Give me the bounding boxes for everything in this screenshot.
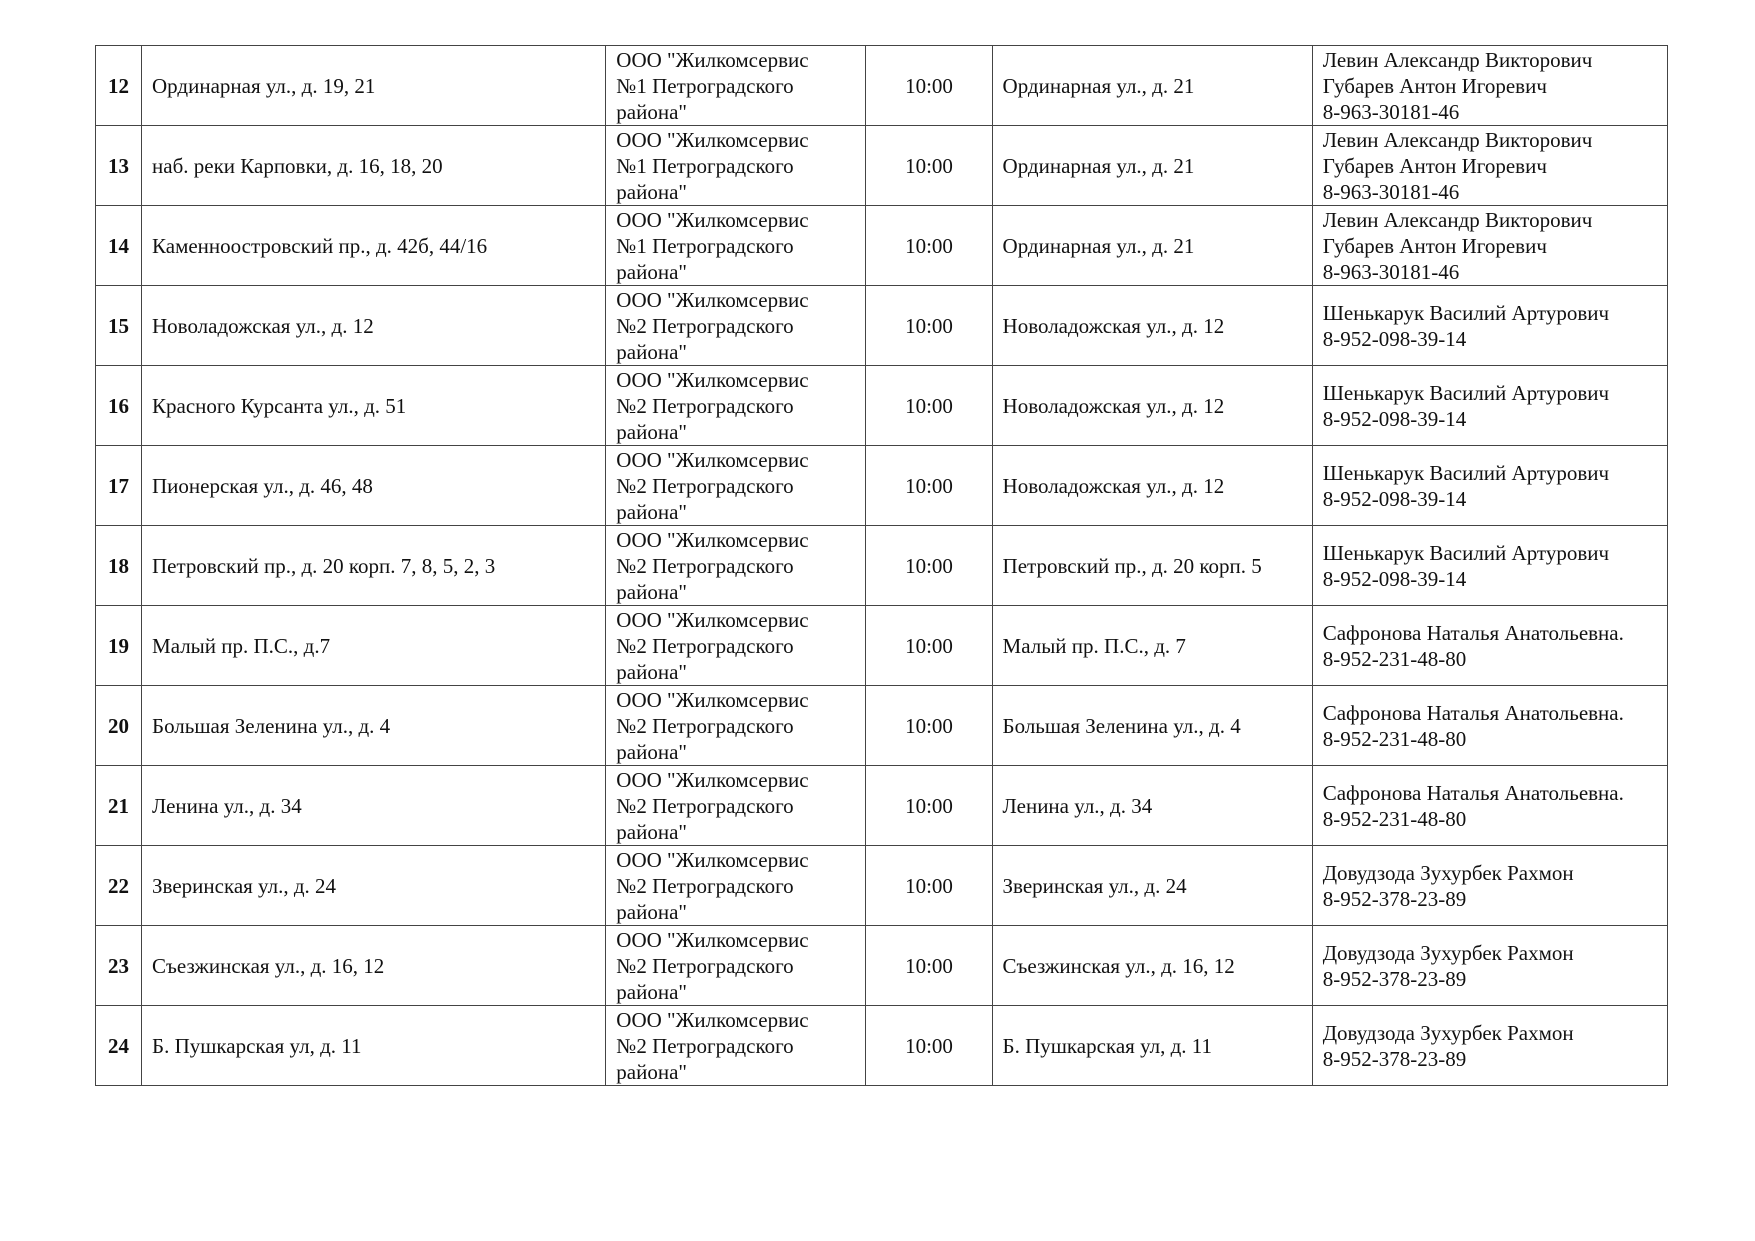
contact-line: Довудзода Зухурбек Рахмон [1322, 940, 1574, 965]
time-cell: 10:00 [866, 686, 992, 766]
organization-line: ООО "Жилкомсервис [616, 447, 809, 472]
organization-cell [606, 766, 866, 846]
contact-line: Шенькарук Василий Артурович [1322, 460, 1610, 485]
organization-cell [606, 926, 866, 1006]
contact-line: Сафронова Наталья Анатольевна. [1322, 780, 1624, 805]
address-cell: Ординарная ул., д. 19, 21 [142, 46, 606, 126]
organization-line: №2 Петроградского [616, 713, 794, 738]
schedule-table [95, 45, 1668, 1086]
organization-line: ООО "Жилкомсервис [616, 687, 809, 712]
table-row [96, 766, 1668, 846]
contact-line: 8-963-30181-46 [1322, 179, 1460, 204]
organization-cell [606, 526, 866, 606]
schedule-table-body [96, 46, 1668, 1086]
contact-line: Губарев Антон Игоревич [1322, 153, 1547, 178]
row-number: 24 [96, 1006, 142, 1086]
organization-line: №2 Петроградского [616, 313, 794, 338]
address-cell: Ленина ул., д. 34 [142, 766, 606, 846]
organization-line: №2 Петроградского [616, 553, 794, 578]
organization-line: района" [616, 579, 687, 604]
organization-cell [606, 46, 866, 126]
table-row [96, 846, 1668, 926]
contact-line: 8-952-378-23-89 [1322, 966, 1467, 991]
organization-line: района" [616, 99, 687, 124]
table-row [96, 46, 1668, 126]
organization-line: №2 Петроградского [616, 873, 794, 898]
address-cell: Съезжинская ул., д. 16, 12 [142, 926, 606, 1006]
time-cell: 10:00 [866, 126, 992, 206]
table-row [96, 1006, 1668, 1086]
organization-line: района" [616, 1059, 687, 1084]
organization-cell [606, 366, 866, 446]
organization-line: ООО "Жилкомсервис [616, 1007, 809, 1032]
contact-cell [1312, 606, 1667, 686]
row-number: 20 [96, 686, 142, 766]
organization-cell [606, 446, 866, 526]
contact-cell [1312, 846, 1667, 926]
contact-cell [1312, 766, 1667, 846]
row-number: 17 [96, 446, 142, 526]
row-number: 19 [96, 606, 142, 686]
organization-line: ООО "Жилкомсервис [616, 127, 809, 152]
address-cell: наб. реки Карповки, д. 16, 18, 20 [142, 126, 606, 206]
organization-line: района" [616, 979, 687, 1004]
contact-line: Сафронова Наталья Анатольевна. [1322, 700, 1624, 725]
row-number: 16 [96, 366, 142, 446]
meeting-place-cell: Новоладожская ул., д. 12 [992, 366, 1312, 446]
meeting-place-cell: Ординарная ул., д. 21 [992, 126, 1312, 206]
contact-cell [1312, 526, 1667, 606]
organization-cell [606, 286, 866, 366]
contact-line: 8-952-231-48-80 [1322, 646, 1467, 671]
meeting-place-cell: Ленина ул., д. 34 [992, 766, 1312, 846]
organization-line: №2 Петроградского [616, 793, 794, 818]
meeting-place-cell: Петровский пр., д. 20 корп. 5 [992, 526, 1312, 606]
contact-line: 8-952-378-23-89 [1322, 886, 1467, 911]
organization-cell [606, 846, 866, 926]
meeting-place-cell: Малый пр. П.С., д. 7 [992, 606, 1312, 686]
meeting-place-cell: Ординарная ул., д. 21 [992, 46, 1312, 126]
organization-line: №1 Петроградского [616, 73, 794, 98]
contact-cell [1312, 446, 1667, 526]
organization-line: №2 Петроградского [616, 393, 794, 418]
organization-line: ООО "Жилкомсервис [616, 767, 809, 792]
contact-cell [1312, 126, 1667, 206]
address-cell: Б. Пушкарская ул, д. 11 [142, 1006, 606, 1086]
meeting-place-cell: Новоладожская ул., д. 12 [992, 446, 1312, 526]
contact-line: Шенькарук Василий Артурович [1322, 380, 1610, 405]
organization-cell [606, 1006, 866, 1086]
organization-line: №1 Петроградского [616, 153, 794, 178]
meeting-place-cell: Ординарная ул., д. 21 [992, 206, 1312, 286]
organization-line: ООО "Жилкомсервис [616, 367, 809, 392]
contact-line: Левин Александр Викторович [1322, 47, 1593, 72]
table-row [96, 206, 1668, 286]
row-number: 13 [96, 126, 142, 206]
contact-cell [1312, 206, 1667, 286]
address-cell: Красного Курсанта ул., д. 51 [142, 366, 606, 446]
organization-line: района" [616, 419, 687, 444]
contact-cell [1312, 926, 1667, 1006]
meeting-place-cell: Зверинская ул., д. 24 [992, 846, 1312, 926]
row-number: 21 [96, 766, 142, 846]
contact-cell [1312, 46, 1667, 126]
organization-line: района" [616, 899, 687, 924]
organization-cell [606, 686, 866, 766]
time-cell: 10:00 [866, 526, 992, 606]
table-row [96, 606, 1668, 686]
time-cell: 10:00 [866, 606, 992, 686]
contact-line: 8-963-30181-46 [1322, 99, 1460, 124]
time-cell: 10:00 [866, 286, 992, 366]
contact-line: 8-952-098-39-14 [1322, 486, 1467, 511]
contact-line: Губарев Антон Игоревич [1322, 233, 1547, 258]
contact-line: 8-952-378-23-89 [1322, 1046, 1467, 1071]
address-cell: Большая Зеленина ул., д. 4 [142, 686, 606, 766]
row-number: 23 [96, 926, 142, 1006]
table-row [96, 126, 1668, 206]
organization-line: №2 Петроградского [616, 1033, 794, 1058]
organization-line: района" [616, 659, 687, 684]
table-row [96, 366, 1668, 446]
time-cell: 10:00 [866, 366, 992, 446]
time-cell: 10:00 [866, 206, 992, 286]
time-cell: 10:00 [866, 926, 992, 1006]
organization-line: ООО "Жилкомсервис [616, 527, 809, 552]
time-cell: 10:00 [866, 446, 992, 526]
table-row [96, 446, 1668, 526]
contact-line: 8-963-30181-46 [1322, 259, 1460, 284]
contact-line: 8-952-098-39-14 [1322, 406, 1467, 431]
organization-cell [606, 606, 866, 686]
address-cell: Зверинская ул., д. 24 [142, 846, 606, 926]
contact-line: 8-952-098-39-14 [1322, 326, 1467, 351]
organization-line: района" [616, 739, 687, 764]
row-number: 12 [96, 46, 142, 126]
row-number: 14 [96, 206, 142, 286]
contact-line: Сафронова Наталья Анатольевна. [1322, 620, 1624, 645]
address-cell: Новоладожская ул., д. 12 [142, 286, 606, 366]
contact-line: 8-952-098-39-14 [1322, 566, 1467, 591]
organization-line: ООО "Жилкомсервис [616, 847, 809, 872]
organization-line: ООО "Жилкомсервис [616, 207, 809, 232]
contact-line: Довудзода Зухурбек Рахмон [1322, 860, 1574, 885]
organization-line: района" [616, 339, 687, 364]
organization-cell [606, 206, 866, 286]
contact-cell [1312, 1006, 1667, 1086]
contact-line: Довудзода Зухурбек Рахмон [1322, 1020, 1574, 1045]
organization-line: №1 Петроградского [616, 233, 794, 258]
organization-cell [606, 126, 866, 206]
contact-line: Левин Александр Викторович [1322, 207, 1593, 232]
address-cell: Малый пр. П.С., д.7 [142, 606, 606, 686]
organization-line: №2 Петроградского [616, 953, 794, 978]
meeting-place-cell: Новоладожская ул., д. 12 [992, 286, 1312, 366]
row-number: 15 [96, 286, 142, 366]
contact-line: Губарев Антон Игоревич [1322, 73, 1547, 98]
row-number: 18 [96, 526, 142, 606]
organization-line: ООО "Жилкомсервис [616, 927, 809, 952]
address-cell: Пионерская ул., д. 46, 48 [142, 446, 606, 526]
contact-line: 8-952-231-48-80 [1322, 726, 1467, 751]
organization-line: ООО "Жилкомсервис [616, 287, 809, 312]
contact-line: Левин Александр Викторович [1322, 127, 1593, 152]
time-cell: 10:00 [866, 846, 992, 926]
contact-cell [1312, 286, 1667, 366]
meeting-place-cell: Б. Пушкарская ул, д. 11 [992, 1006, 1312, 1086]
table-row [96, 926, 1668, 1006]
contact-cell [1312, 366, 1667, 446]
row-number: 22 [96, 846, 142, 926]
organization-line: №2 Петроградского [616, 473, 794, 498]
table-row [96, 686, 1668, 766]
time-cell: 10:00 [866, 766, 992, 846]
organization-line: района" [616, 499, 687, 524]
contact-line: 8-952-231-48-80 [1322, 806, 1467, 831]
time-cell: 10:00 [866, 1006, 992, 1086]
meeting-place-cell: Большая Зеленина ул., д. 4 [992, 686, 1312, 766]
address-cell: Каменноостровский пр., д. 42б, 44/16 [142, 206, 606, 286]
organization-line: ООО "Жилкомсервис [616, 47, 809, 72]
organization-line: №2 Петроградского [616, 633, 794, 658]
contact-cell [1312, 686, 1667, 766]
time-cell: 10:00 [866, 46, 992, 126]
organization-line: района" [616, 179, 687, 204]
contact-line: Шенькарук Василий Артурович [1322, 300, 1610, 325]
organization-line: ООО "Жилкомсервис [616, 607, 809, 632]
organization-line: района" [616, 259, 687, 284]
meeting-place-cell: Съезжинская ул., д. 16, 12 [992, 926, 1312, 1006]
contact-line: Шенькарук Василий Артурович [1322, 540, 1610, 565]
table-row [96, 286, 1668, 366]
organization-line: района" [616, 819, 687, 844]
address-cell: Петровский пр., д. 20 корп. 7, 8, 5, 2, 3 [142, 526, 606, 606]
table-row [96, 526, 1668, 606]
